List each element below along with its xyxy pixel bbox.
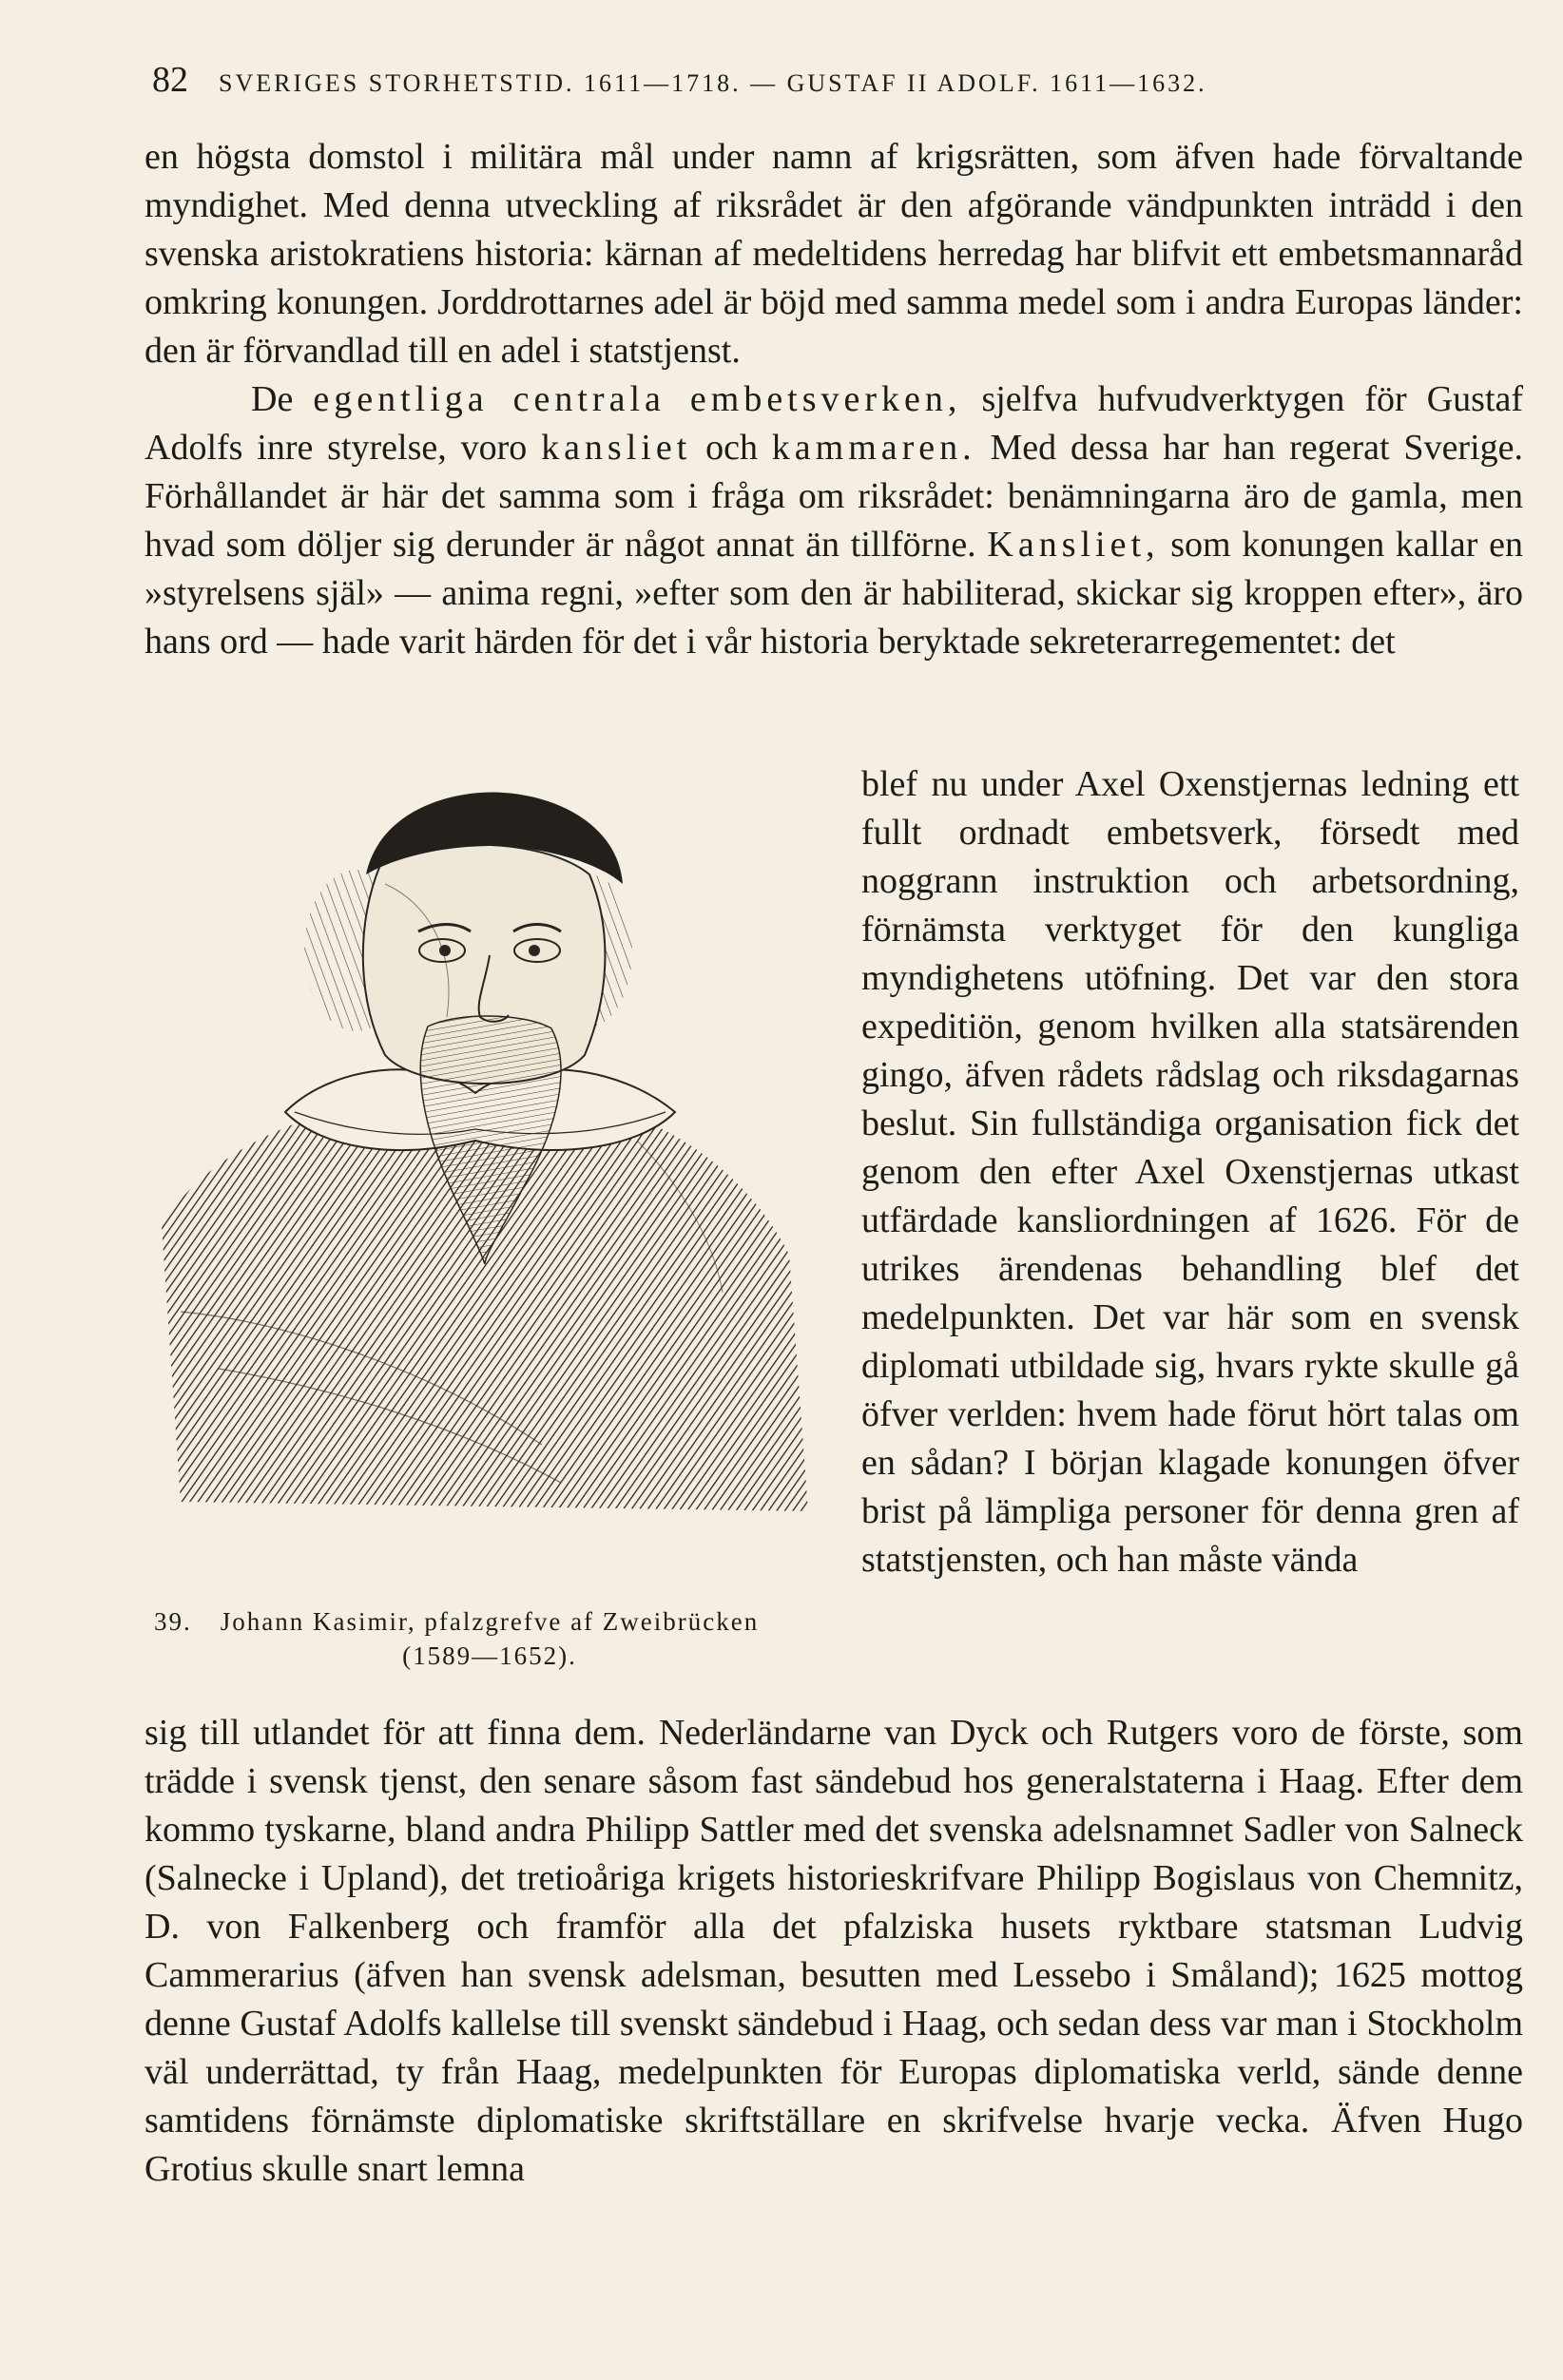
running-header xyxy=(152,59,1445,116)
emphasis-kammaren: kammaren. xyxy=(771,428,976,468)
side-paragraph: blef nu under Axel Oxenstjernas ledning ett fullt ordnadt embetsverk, försedt med noggrann instruktion och arbetsordning, förnämsta verktyget för den kungliga myndighetens utöfning. Det var den stora expeditiön, genom hvilken alla statsärenden gingo, äfven rådets rådslag och riksdagarnas beslut. Sin fullständiga organisation fick det genom den efter Axel Oxenstjernas utkast utfärdade kansliordningen af 1626. För de utrikes ärendenas behandling blef det medelpunkten. Det var här som en svensk diplomati utbildade sig, hvars rykte skulle gå öfver verlden: hvem hade förut hört talas om en sådan? I början klagade konungen öfver brist på lämpliga personer för denna gren af statstjensten, och han måste vända xyxy=(861,764,1519,1580)
figure-number: 39. xyxy=(154,1607,192,1636)
caption-line-2: (1589—1652). xyxy=(402,1641,577,1670)
paragraph-2 xyxy=(145,375,1523,666)
emphasis-kansliet-2: Kansliet, xyxy=(987,525,1160,565)
paragraph-1: en högsta domstol i militära mål under namn af krigsrätten, som äfven hade förvaltande myndighet. Med denna utveckling af riksrådet är den afgörande vändpunkten inträdd i den svenska aristokratiens historia: kärnan af medeltidens herredag har blifvit ett embetsmannaråd omkring konungen. Jorddrottarnes adel är böjd med samma medel som i andra Europas länder: den är förvandlad till en adel i statstjenst. xyxy=(145,137,1523,371)
body-text-top xyxy=(145,133,1523,666)
emphasis-kansliet: kansliet xyxy=(541,428,692,468)
running-title: SVERIGES STORHETSTID. 1611—1718. — GUSTAF II ADOLF. 1611—1632. xyxy=(219,69,1207,97)
portrait-engraving xyxy=(143,779,827,1568)
figure-caption xyxy=(143,1604,837,1673)
bottom-paragraph: sig till utlandet för att finna dem. Nederländarne van Dyck och Rutgers voro de förste, som trädde i svensk tjenst, den senare såsom fast sändebud hos generalstaterna i Haag. Efter dem kommo tyskarne, bland andra Philipp Sattler med det svenska adelsnamnet Sadler von Salneck (Salnecke i Upland), det tretioåriga krigets historieskrifvare Philipp Bogislaus von Chemnitz, D. von Falkenberg och framför alla det pfalziska husets ryktbare statsman Ludvig Cammerarius (äfven han svensk adelsman, besutten med Lessebo i Småland); 1625 mottog denne Gustaf Adolfs kallelse till svenskt sändebud i Haag, och sedan dess var man i Stockholm väl underrättad, ty från Haag, medelpunkten för Europas diplomatiska verld, sände denne samtidens förnämste diplomatiske skriftställare en skrifvelse hvarje vecka. Äfven Hugo Grotius skulle snart lemna xyxy=(145,1713,1523,2189)
emphasis-embetsverken: egentliga centrala embetsverken, xyxy=(313,379,962,419)
page-number: 82 xyxy=(152,60,188,100)
caption-line-1: Johann Kasimir, pfalzgrefve af Zweibrücken xyxy=(220,1607,760,1636)
paragraph-2-text-i: som konungen kallar en »styrelsens själ» — anima regni, »efter som den är habiliterad, skickar sig kroppen efter», äro hans ord — hade varit härden för det i vår historia beryktade sekreterarregementet: det xyxy=(145,525,1523,662)
portrait-illustration xyxy=(143,779,827,1568)
paragraph-2-text-c: sjelfva hufvudverktygen för Gustaf Adolfs inre styrelse, voro xyxy=(145,379,1524,468)
body-text-side xyxy=(861,760,1519,1584)
paragraph-2-text-g: Med dessa har han regerat Sverige. Förhållandet är här det samma som i fråga om riksrådet: benämningarna äro de gamla, men hvad som döljer sig derunder är något annat än tillförne. xyxy=(145,428,1524,565)
paragraph-2-text-e: och xyxy=(705,428,758,468)
body-text-bottom xyxy=(145,1709,1523,2194)
paragraph-2-text-a: De xyxy=(251,379,294,419)
